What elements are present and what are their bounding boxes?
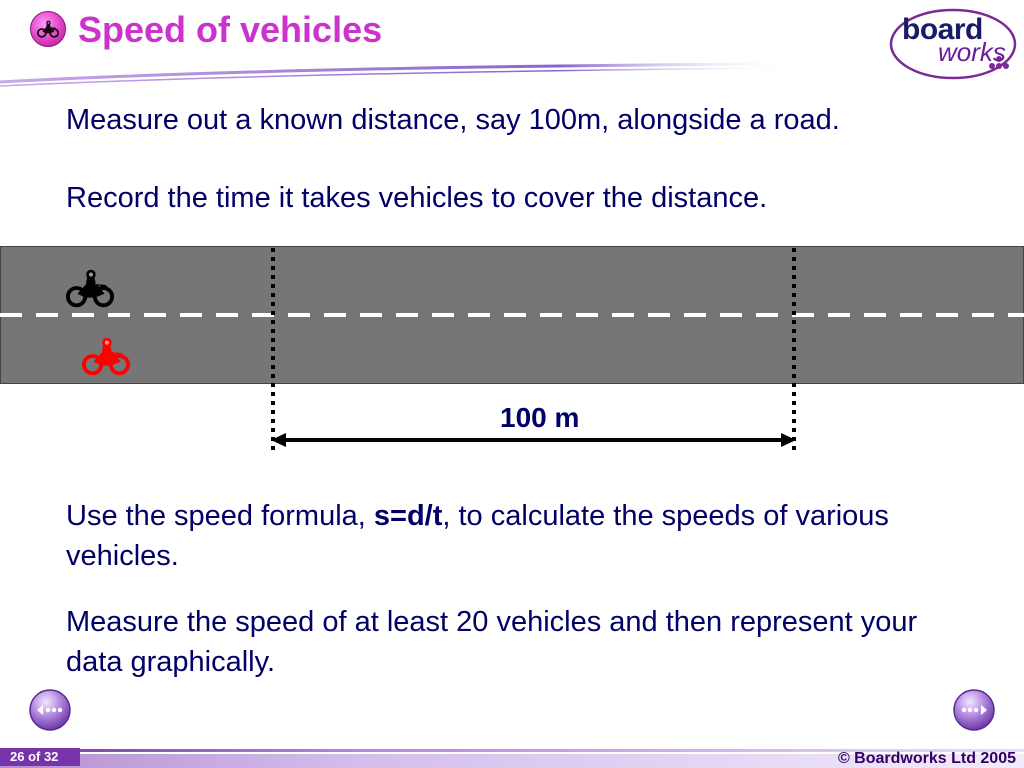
distance-label: 100 m xyxy=(500,402,580,433)
logo-text-board: board xyxy=(902,13,983,46)
instruction-record-time: Record the time it takes vehicles to cover the distance. xyxy=(66,182,768,214)
title-underline xyxy=(0,60,800,90)
formula-text-after: , to calculate the speeds of various vehicles. xyxy=(66,500,889,572)
motorbike-badge-icon xyxy=(30,11,66,47)
previous-slide-button[interactable] xyxy=(28,688,72,732)
instruction-measure-distance: Measure out a known distance, say 100m, alongside a road. xyxy=(66,104,840,136)
instruction-measure-twenty: Measure the speed of at least 20 vehicles and then represent your data graphically. xyxy=(66,606,918,678)
logo-text-works: works xyxy=(938,37,1006,67)
speed-formula: s=d/t xyxy=(373,500,443,532)
instruction-speed-formula xyxy=(66,496,966,576)
motorbike-icon xyxy=(82,336,130,376)
formula-text-before: Use the speed formula, xyxy=(66,500,374,532)
slide-counter: 26 of 32 xyxy=(10,749,59,764)
page-title: Speed of vehicles xyxy=(78,9,383,50)
motorbike-icon xyxy=(66,268,114,308)
copyright-notice: © Boardworks Ltd 2005 xyxy=(837,750,1016,767)
next-slide-button[interactable] xyxy=(952,688,996,732)
